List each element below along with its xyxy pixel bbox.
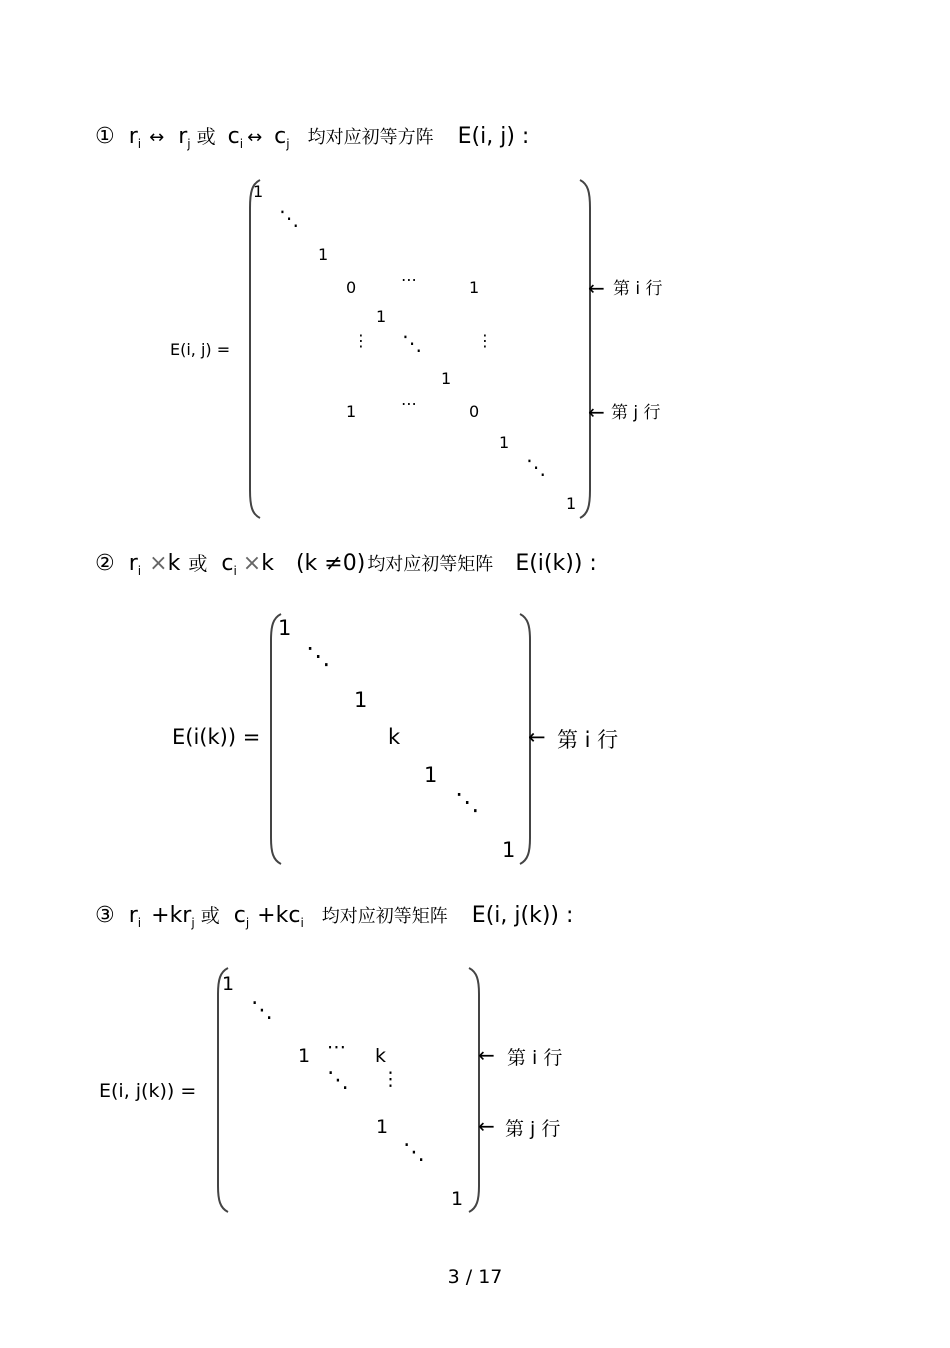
vertical-dots: ⋮ (381, 1068, 400, 1090)
diagonal-dots: ⋱ (279, 206, 299, 230)
matrix-entry: 1 (424, 763, 438, 787)
right-bracket (465, 966, 485, 1214)
left-bracket (265, 612, 285, 866)
page-number: 3 / 17 (447, 1266, 503, 1288)
row-label-j: 第 j 行 (505, 1118, 561, 1140)
diagonal-dots: ⋱ (327, 1068, 349, 1093)
matrix-entry: 1 (441, 369, 452, 388)
left-bracket (212, 966, 235, 1214)
matrix-entry: 0 (469, 402, 480, 421)
matrix-entry: 1 (346, 402, 357, 421)
diagonal-dots: ⋱ (251, 998, 273, 1023)
matrix-entry: 1 (451, 1188, 464, 1210)
matrix-entry: k (375, 1045, 387, 1067)
section1-heading: ① r i ↔ r j 或 c i ↔ c j 均对应初等方阵 E(i, j) : (95, 124, 530, 151)
matrix-entry: 1 (469, 278, 480, 297)
section-marker: ② (95, 551, 115, 576)
row-label-i: 第 i 行 (557, 728, 619, 752)
matrix-entry: 1 (499, 433, 510, 452)
section-marker: ③ (95, 903, 115, 928)
matrix-lhs: E(i, j) = (170, 340, 231, 359)
matrix-entry: 1 (502, 838, 516, 862)
matrix-entry: 1 (566, 494, 577, 513)
left-bracket (244, 178, 264, 520)
matrix-entry: 1 (298, 1045, 311, 1067)
row-label-i: 第 i 行 (613, 279, 663, 299)
diagonal-dots: ⋱ (306, 642, 330, 670)
matrix-lhs: E(i(k)) = (172, 725, 261, 749)
diagonal-dots: ⋱ (403, 1140, 425, 1165)
left-arrow-icon: ← (588, 400, 605, 424)
section-marker: ① (95, 124, 115, 149)
matrix-entry: 1 (253, 182, 264, 201)
matrix-entry: 1 (222, 973, 235, 995)
matrix-entry: 1 (376, 1116, 389, 1138)
vertical-dots: ⋮ (477, 331, 493, 350)
matrix-entry: 0 (346, 278, 357, 297)
matrix-lhs: E(i, j(k)) = (99, 1080, 197, 1102)
left-arrow-icon: ← (588, 276, 605, 300)
matrix-entry: 1 (354, 688, 368, 712)
diagonal-dots: ⋱ (402, 331, 422, 355)
left-arrow-icon: ← (478, 1043, 495, 1067)
horizontal-dots: ⋯ (327, 1036, 346, 1058)
matrix-entry: k (388, 725, 401, 749)
row-label-i: 第 i 行 (507, 1047, 563, 1069)
horizontal-dots: ⋯ (401, 270, 417, 289)
section2-heading: ② r i × k 或 c i × k (k ≠0) 均对应初等矩阵 E(i(k)) : (95, 551, 597, 578)
horizontal-dots: ⋯ (401, 394, 417, 413)
left-arrow-icon: ← (528, 725, 546, 749)
section3-heading: ③ r i + kr j 或 c j + kc i 均对应初等矩阵 E(i, j(k)) : (95, 903, 574, 930)
diagonal-dots: ⋱ (455, 788, 479, 816)
diagonal-dots: ⋱ (526, 455, 546, 479)
vertical-dots: ⋮ (353, 331, 369, 350)
row-label-j: 第 j 行 (611, 403, 661, 423)
matrix-entry: 1 (376, 307, 387, 326)
matrix-entry: 1 (318, 245, 329, 264)
left-arrow-icon: ← (478, 1114, 495, 1138)
matrix-entry: 1 (278, 616, 292, 640)
right-bracket (576, 178, 596, 520)
